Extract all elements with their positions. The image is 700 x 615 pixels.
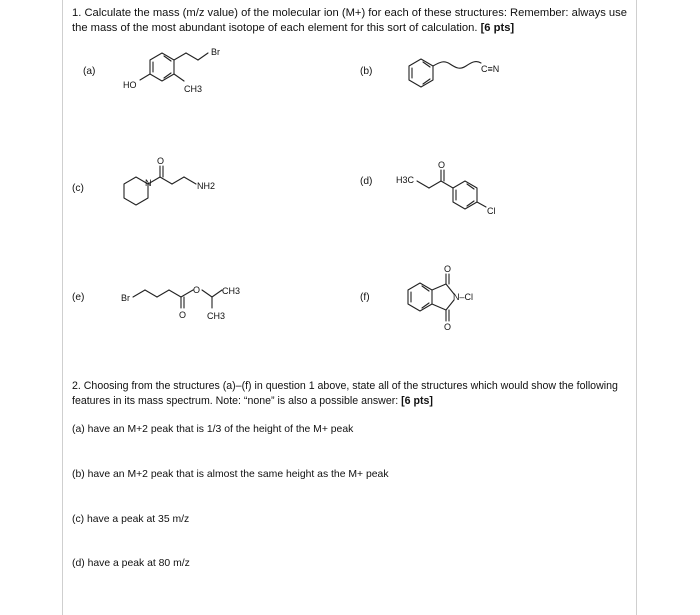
atom-e-o-ester: O — [193, 285, 201, 295]
structure-e-label: (e) — [72, 292, 85, 303]
atom-e-ch3-top: CH3 — [222, 286, 241, 296]
structure-c-drawing — [124, 166, 196, 205]
structure-c-label: (c) — [72, 183, 84, 194]
atom-f-o-top: O — [444, 264, 452, 274]
structure-b-label: (b) — [360, 66, 373, 77]
question-2-text: 2. Choosing from the structures (a)–(f) in question 1 above, state all of the structures which would show the following features in its mass spectrum. Note: “none” is also a possible answer: — [72, 380, 618, 407]
atom-d-cl: Cl — [487, 206, 496, 216]
atom-c-o: O — [157, 156, 165, 166]
atom-a-br: Br — [211, 47, 220, 57]
atom-b-cn: C≡N — [481, 64, 500, 74]
atom-a-ch3: CH3 — [184, 84, 203, 94]
question-2-part-c: (c) have a peak at 35 m/z — [72, 514, 190, 525]
atom-f-ncl: N–Cl — [453, 292, 474, 302]
atom-a-ho: HO — [123, 80, 137, 90]
question-2-part-a: (a) have an M+2 peak that is 1/3 of the height of the M+ peak — [72, 424, 354, 435]
structure-b-drawing — [409, 59, 481, 87]
structure-e-drawing — [133, 290, 222, 308]
structure-d-drawing — [417, 170, 486, 209]
atom-e-br: Br — [121, 293, 130, 303]
question-2-part-d: (d) have a peak at 80 m/z — [72, 558, 190, 569]
structure-a-drawing — [140, 53, 208, 81]
question-2-part-b: (b) have an M+2 peak that is almost the same height as the M+ peak — [72, 469, 389, 480]
atom-f-o-bottom: O — [444, 322, 452, 332]
structure-f-label: (f) — [360, 292, 370, 303]
atom-c-nh2: NH2 — [197, 181, 216, 191]
question-1-text: 1. Calculate the mass (m/z value) of the molecular ion (M+) for each of these structures: Remember: always use the mass of the most abundant isotope of each element for this sort of calculation. — [72, 7, 627, 34]
atom-e-ch3-bottom: CH3 — [207, 311, 226, 321]
question-2-points: [6 pts] — [401, 395, 433, 407]
question-1-points: [6 pts] — [480, 22, 515, 34]
atom-e-o-carbonyl: O — [179, 310, 187, 320]
atom-d-h3c: H3C — [396, 175, 415, 185]
atom-c-n: N — [145, 178, 152, 188]
structure-a-label: (a) — [83, 66, 96, 77]
question-2 — [72, 379, 632, 409]
structure-d-label: (d) — [360, 176, 373, 187]
atom-d-o: O — [438, 160, 446, 170]
structure-f-drawing — [408, 274, 454, 321]
